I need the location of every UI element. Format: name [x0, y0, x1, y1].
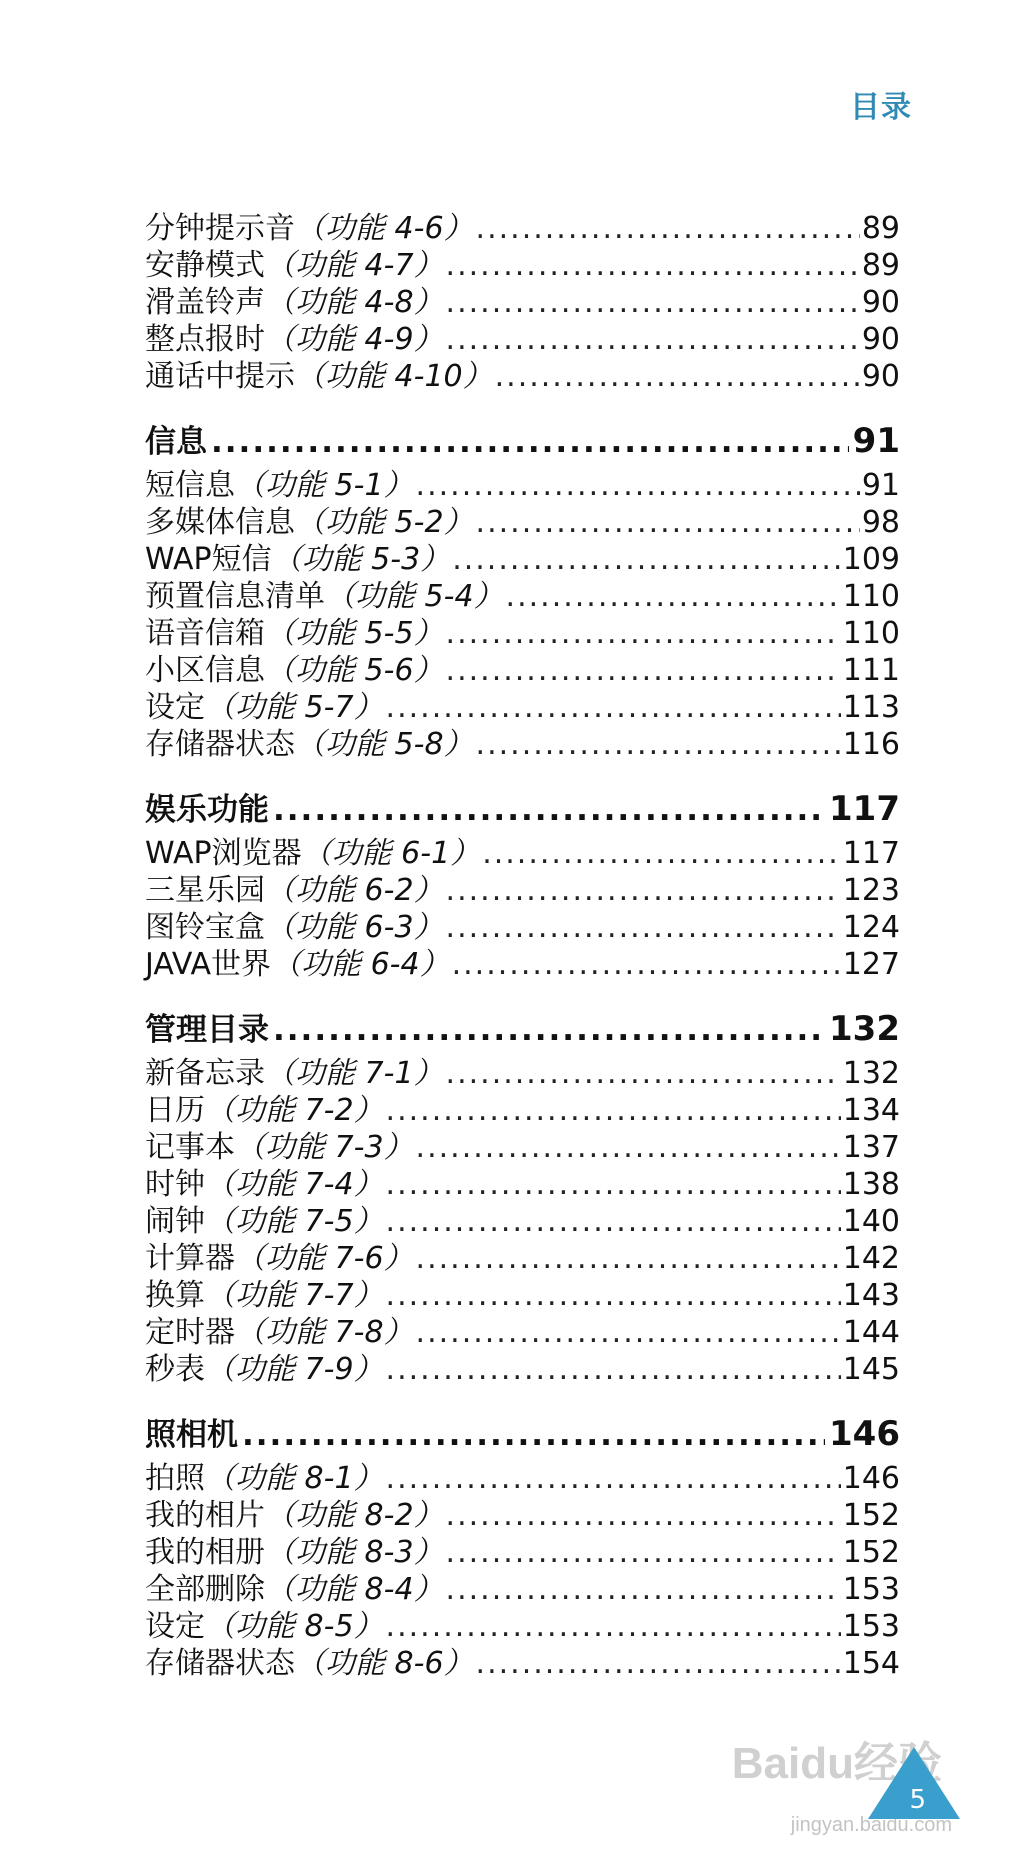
toc-entry-function-code: （功能 6-4）: [271, 947, 450, 982]
toc-continued-block: [145, 210, 900, 395]
toc-entry-function-code: （功能 6-3）: [265, 910, 444, 945]
toc-entry-label: 全部删除: [145, 1572, 265, 1607]
page-header-title: 目录: [850, 90, 912, 125]
toc-section-heading: [145, 419, 900, 463]
toc-entry-page: 153: [842, 1572, 900, 1607]
toc-section-page: 146: [829, 1414, 900, 1454]
toc-entry: [145, 872, 900, 909]
toc-leader-dots: [476, 1645, 841, 1682]
toc-entry-label: 短信息: [145, 468, 235, 503]
toc-entry-label: 整点报时: [145, 322, 265, 357]
toc-leader-dots: [416, 467, 860, 504]
toc-leader-dots: [386, 1092, 841, 1129]
toc-entry-function-code: （功能 4-6）: [295, 211, 474, 246]
toc-entry-page: 138: [842, 1167, 900, 1202]
toc-entry: [145, 689, 900, 726]
toc-leader-dots: [211, 420, 849, 464]
toc-leader-dots: [386, 1351, 841, 1388]
toc-entry-label: 计算器: [145, 1241, 235, 1276]
toc-entry-function-code: （功能 7-4）: [205, 1167, 384, 1202]
toc-entry-label: 存储器状态: [145, 1646, 295, 1681]
toc-entry: [145, 1240, 900, 1277]
toc-entry: [145, 358, 900, 395]
toc-entry-page: 134: [842, 1093, 900, 1128]
toc-entry: [145, 504, 900, 541]
toc-entry-function-code: （功能 5-8）: [295, 727, 474, 762]
toc-leader-dots: [446, 652, 841, 689]
toc-entry-function-code: （功能 5-3）: [271, 542, 451, 577]
toc-entry: [145, 1092, 900, 1129]
toc-entry-page: 89: [861, 248, 900, 283]
toc-section: [145, 419, 900, 763]
toc-section: [145, 787, 900, 983]
toc-entry-label: 预置信息清单: [145, 579, 325, 614]
toc-entry: [145, 578, 900, 615]
toc-entry: [145, 1277, 900, 1314]
toc-entry-page: 90: [861, 285, 900, 320]
toc-entry-label: 定时器: [145, 1315, 235, 1350]
page-number: 5: [909, 1785, 926, 1815]
toc-entry-label: JAVA世界: [145, 947, 272, 982]
toc-entry-function-code: （功能 7-1）: [265, 1056, 444, 1091]
toc-leader-dots: [386, 1277, 841, 1314]
toc-entry: [145, 835, 900, 872]
toc-entry-label: 三星乐园: [145, 873, 265, 908]
baidu-watermark: Baidu经验: [731, 1739, 942, 1788]
toc-entry: [145, 1534, 900, 1571]
toc-leader-dots: [446, 247, 860, 284]
toc-entry-page: 127: [842, 947, 900, 982]
toc-entry: [145, 615, 900, 652]
toc-entry-function-code: （功能 8-1）: [205, 1461, 384, 1496]
toc-section-title: 信息: [145, 424, 207, 460]
toc-entry-label: 设定: [145, 1609, 205, 1644]
toc-leader-dots: [446, 1497, 841, 1534]
toc-entry: [145, 726, 900, 763]
toc-entry-label: 小区信息: [145, 653, 265, 688]
toc-leader-dots: [446, 615, 841, 652]
toc-entry-label: 时钟: [145, 1167, 205, 1202]
toc-leader-dots: [416, 1314, 841, 1351]
toc-entry: [145, 1314, 900, 1351]
toc-entry-page: 152: [842, 1498, 900, 1533]
toc-entry-function-code: （功能 6-2）: [265, 873, 444, 908]
toc-leader-dots: [242, 1413, 825, 1457]
toc-entry-page: 144: [842, 1315, 900, 1350]
toc-leader-dots: [452, 541, 841, 578]
toc-entry-label: 分钟提示音: [145, 211, 295, 246]
toc-entry-function-code: （功能 7-2）: [205, 1093, 384, 1128]
toc-entry-label: 滑盖铃声: [145, 285, 265, 320]
toc-leader-dots: [386, 1460, 841, 1497]
toc-section-page: 91: [852, 421, 900, 461]
toc-entry-function-code: （功能 4-7）: [265, 248, 444, 283]
toc-entry-function-code: （功能 4-9）: [265, 322, 444, 357]
toc-entry: [145, 467, 900, 504]
toc-entry-page: 98: [861, 505, 900, 540]
toc-leader-dots: [446, 1534, 841, 1571]
toc-leader-dots: [446, 872, 841, 909]
toc-entry: [145, 946, 900, 983]
toc-leader-dots: [446, 321, 860, 358]
toc-entry-page: 116: [842, 727, 900, 762]
toc-entry-page: 91: [861, 468, 900, 503]
toc-entry-function-code: （功能 5-1）: [235, 468, 414, 503]
toc-leader-dots: [416, 1240, 841, 1277]
toc-entry-label: WAP浏览器: [145, 836, 302, 871]
toc-entry-page: 154: [842, 1646, 900, 1681]
toc-section: [145, 1007, 900, 1388]
toc-entry-label: 日历: [145, 1093, 205, 1128]
toc-entry-label: 多媒体信息: [145, 505, 295, 540]
toc-entry: [145, 210, 900, 247]
toc-leader-dots: [452, 946, 841, 983]
toc-entry-function-code: （功能 8-5）: [205, 1609, 384, 1644]
toc-entry: [145, 1055, 900, 1092]
toc-entry-function-code: （功能 5-7）: [205, 690, 384, 725]
toc-section-heading: [145, 787, 900, 831]
toc-entry-function-code: （功能 7-5）: [205, 1204, 384, 1239]
toc-entry-label: 设定: [145, 690, 205, 725]
toc-section-title: 照相机: [145, 1417, 238, 1453]
toc-section-page: 117: [829, 789, 900, 829]
toc-leader-dots: [446, 1571, 841, 1608]
toc-entry-label: 存储器状态: [145, 727, 295, 762]
toc-section-title: 管理目录: [145, 1012, 269, 1048]
toc-entry-page: 132: [842, 1056, 900, 1091]
toc-leader-dots: [476, 726, 841, 763]
toc-leader-dots: [446, 1055, 841, 1092]
toc-entry-function-code: （功能 7-6）: [235, 1241, 414, 1276]
toc-entry-label: WAP短信: [145, 542, 272, 577]
toc-section: [145, 1412, 900, 1682]
toc-entry-function-code: （功能 7-9）: [205, 1352, 384, 1387]
toc-entry: [145, 1351, 900, 1388]
toc-entry-label: 我的相册: [145, 1535, 265, 1570]
toc-entry: [145, 1203, 900, 1240]
toc-entry-label: 记事本: [145, 1130, 235, 1165]
toc-entry-function-code: （功能 8-3）: [265, 1535, 444, 1570]
toc-entry: [145, 1129, 900, 1166]
toc-entry-page: 89: [861, 211, 900, 246]
baidu-watermark-url: jingyan.baidu.com: [790, 1814, 952, 1836]
toc-entry-page: 109: [842, 542, 900, 577]
toc-leader-dots: [482, 835, 841, 872]
toc-leader-dots: [476, 210, 860, 247]
toc-entry-function-code: （功能 8-6）: [295, 1646, 474, 1681]
toc-entry-function-code: （功能 4-10）: [295, 359, 493, 394]
toc-entry-page: 153: [842, 1609, 900, 1644]
toc-entry: [145, 541, 900, 578]
toc-entry-label: 新备忘录: [145, 1056, 265, 1091]
toc-entry: [145, 1571, 900, 1608]
toc-leader-dots: [495, 358, 860, 395]
toc-sections: [145, 419, 900, 1682]
toc-entry-page: 124: [842, 910, 900, 945]
toc-leader-dots: [446, 284, 860, 321]
toc-entry-page: 113: [842, 690, 900, 725]
toc-entry-label: 拍照: [145, 1461, 205, 1496]
toc-entry-function-code: （功能 7-7）: [205, 1278, 384, 1313]
toc-leader-dots: [446, 909, 841, 946]
toc-entry-page: 111: [842, 653, 900, 688]
toc-entry-label: 安静模式: [145, 248, 265, 283]
toc-entry-page: 140: [842, 1204, 900, 1239]
toc-entry-label: 语音信箱: [145, 616, 265, 651]
toc-entry: [145, 1166, 900, 1203]
toc-entry-page: 117: [842, 836, 900, 871]
toc-leader-dots: [386, 1203, 841, 1240]
toc-leader-dots: [416, 1129, 841, 1166]
toc-entry-label: 我的相片: [145, 1498, 265, 1533]
toc-entry-page: 146: [842, 1461, 900, 1496]
toc-entry-label: 图铃宝盒: [145, 910, 265, 945]
toc-entry-page: 143: [842, 1278, 900, 1313]
toc-entry-function-code: （功能 6-1）: [301, 836, 481, 871]
toc-leader-dots: [273, 788, 825, 832]
toc-entry-page: 123: [842, 873, 900, 908]
toc-entry-label: 通话中提示: [145, 359, 295, 394]
toc-entry-page: 90: [861, 322, 900, 357]
toc-entry-function-code: （功能 4-8）: [265, 285, 444, 320]
toc-entry-label: 闹钟: [145, 1204, 205, 1239]
toc-entry: [145, 1645, 900, 1682]
toc-entry: [145, 909, 900, 946]
toc-entry: [145, 321, 900, 358]
toc-entry-function-code: （功能 8-2）: [265, 1498, 444, 1533]
toc-leader-dots: [476, 504, 860, 541]
toc-entry-page: 110: [842, 616, 900, 651]
toc-entry-page: 142: [842, 1241, 900, 1276]
toc-section-page: 132: [829, 1009, 900, 1049]
toc-entry: [145, 247, 900, 284]
toc-section-heading: [145, 1007, 900, 1051]
toc-entry-function-code: （功能 7-3）: [235, 1130, 414, 1165]
toc-entry: [145, 1608, 900, 1645]
toc-entry-page: 137: [842, 1130, 900, 1165]
toc-entry-function-code: （功能 5-6）: [265, 653, 444, 688]
toc-leader-dots: [273, 1008, 825, 1052]
toc-entry-function-code: （功能 5-4）: [325, 579, 504, 614]
toc-entry-function-code: （功能 5-2）: [295, 505, 474, 540]
toc-leader-dots: [386, 1166, 841, 1203]
toc-entry-page: 110: [842, 579, 900, 614]
toc-entry-label: 秒表: [145, 1352, 205, 1387]
toc-leader-dots: [386, 689, 841, 726]
toc-entry: [145, 284, 900, 321]
toc-entry-function-code: （功能 8-4）: [265, 1572, 444, 1607]
toc-entry-page: 90: [861, 359, 900, 394]
toc-entry-function-code: （功能 7-8）: [235, 1315, 414, 1350]
toc-entry: [145, 1460, 900, 1497]
toc-entry-page: 145: [842, 1352, 900, 1387]
toc-leader-dots: [506, 578, 841, 615]
toc-entry-page: 152: [842, 1535, 900, 1570]
toc-section-title: 娱乐功能: [145, 792, 269, 828]
toc-entry-function-code: （功能 5-5）: [265, 616, 444, 651]
toc-leader-dots: [386, 1608, 841, 1645]
toc-entry: [145, 1497, 900, 1534]
toc-entry: [145, 652, 900, 689]
table-of-contents: [145, 210, 900, 1682]
toc-section-heading: [145, 1412, 900, 1456]
toc-entry-label: 换算: [145, 1278, 205, 1313]
